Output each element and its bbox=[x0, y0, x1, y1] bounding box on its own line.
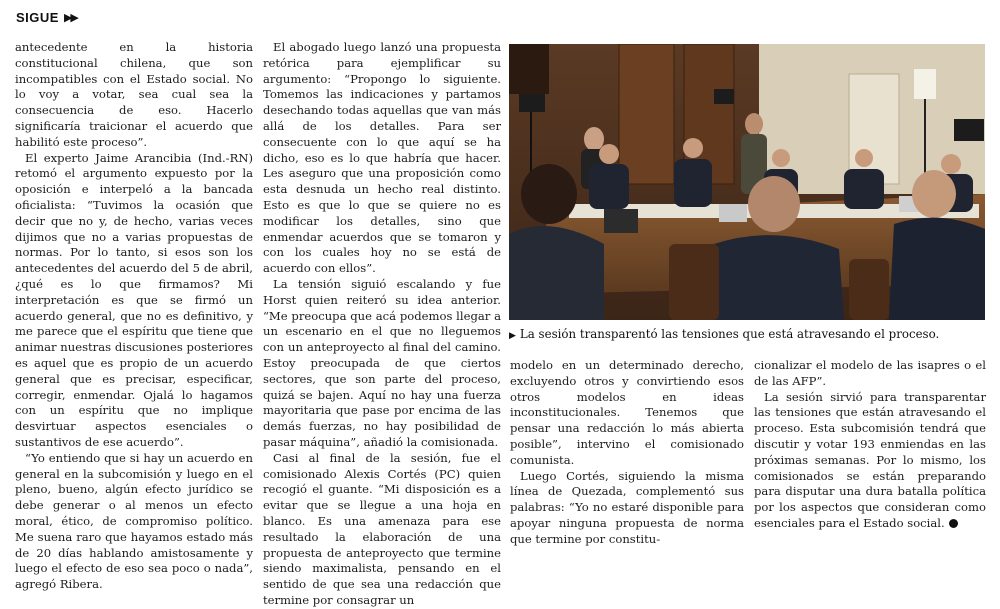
paragraph: La tensión siguió escalando y fue Horst quien reiteró su idea anterior. “Me preocupa que acá podemos llegar a un escenario en el que no lleguemos con un anteproyecto al final del camino. Estoy preocupada de que ciertos sectores, que son parte del proceso, quizá se bajen. Aquí no hay una fuerza mayoritaria que pase por encima de las demás fuerzas, no hay posibilidad de pasar máquina”, añadió la comisionada. bbox=[263, 276, 501, 449]
continue-arrows-icon: ▶▶ bbox=[63, 12, 77, 24]
paragraph: antecedente en la historia constitucional chilena, que son incompatibles con el Estado social. No lo voy a votar, sea cual sea la consecuencia de eso. Hacerlo significaría traicionar el acuerdo que habilitó este proceso”. bbox=[15, 40, 253, 149]
paragraph-text: La sesión sirvió para transparentar las tensiones que están atravesando el proceso. Esta subcomisión tendrá que discutir y votar 193 enmiendas en las próximas semanas. Por lo mismo, los comisionados se están preparando para disputar una dura batalla política por los aspectos que consideran como esenciales para el Estado social. bbox=[754, 389, 986, 530]
paragraph: cionalizar el modelo de las isapres o el de las AFP”. bbox=[754, 358, 986, 388]
article-column-3 bbox=[510, 358, 744, 546]
caption-text: La sesión transparentó las tensiones que está atravesando el proceso. bbox=[519, 327, 940, 341]
paragraph: modelo en un determinado derecho, excluyendo otros y convirtiendo esos otros modelos en ideas inconstitucionales. Tenemos que pensar una redacción lo más abierta posible”, intervino el comisionado comunista. bbox=[510, 358, 744, 467]
paragraph: Luego Cortés, siguiendo la misma línea de Quezada, complementó sus palabras: “Yo no estaré disponible para apoyar ninguna propuesta de norma que termine por constitu- bbox=[510, 468, 744, 546]
paragraph: El abogado luego lanzó una propuesta retórica para ejemplificar su argumento: “Propongo lo siguiente. Tomemos las indicaciones y partamos desechando todas aquellas que van más allá de los detalles. Para ser consecuente con lo que aquí se ha dicho, eso es lo que habría que hacer. Les aseguro que una proposición como esta desnuda un hecho real distinto. Esto es que lo que se quiere no es modificar los detalles, sino que enmendar acuerdos que se tomaron y con los cuales hoy no se está de acuerdo con ellos”. bbox=[263, 40, 501, 276]
paragraph: Casi al final de la sesión, fue el comisionado Alexis Cortés (PC) quien recogió el guante. “Mi disposición es a evitar que se llegue a una hoja en blanco. Es una amenaza para ese resultado la elaboración de una propuesta de anteproyecto que termine siendo maximalista, pensando en el sentido de que sea una redacción que termine por consagrar un bbox=[263, 450, 501, 607]
article-column-4 bbox=[754, 358, 986, 528]
meeting-room-icon bbox=[509, 44, 985, 320]
section-header bbox=[16, 10, 77, 25]
paragraph: “Yo entiendo que si hay un acuerdo en general en la subcomisión y luego en el pleno, bueno, algún efecto jurídico se debe generar o al menos un efecto moral, ético, de compromiso político. Me suena raro que hayamos estado más de 20 días hablando amistosamente y luego el efecto de eso sea poco o nada”, agregó Ribera. bbox=[15, 450, 253, 592]
photo-caption bbox=[509, 327, 989, 341]
end-mark-icon bbox=[949, 519, 958, 528]
meeting-photo bbox=[509, 44, 985, 320]
paragraph: El experto Jaime Arancibia (Ind.-RN) retomó el argumento expuesto por la oposición e interpeló a la bancada oficialista: “Tuvimos la ocasión que decir que no y, de hecho, varias veces dijimos que no a varias propuestas de normas. Por lo tanto, si esos son los antecedentes del acuerdo del 5 de abril, ¿qué es lo que firmamos? Mi interpretación es que se firmó un acuerdo general, que no es definitivo, y me parece que el espíritu que tiene que animar nuestras discusiones posteriores es aquel que es propio de un acuerdo general que es precisar, especificar, corregir, enmendar. Ojalá lo hagamos con un espíritu que no implique desvirtuar aspectos esenciales o sustantivos de ese acuerdo”. bbox=[15, 150, 253, 449]
caption-marker-icon: ▶ bbox=[509, 331, 516, 341]
article-column-1 bbox=[15, 40, 253, 592]
article-column-2 bbox=[263, 40, 501, 607]
section-label: SIGUE bbox=[16, 10, 59, 25]
paragraph bbox=[754, 390, 986, 532]
